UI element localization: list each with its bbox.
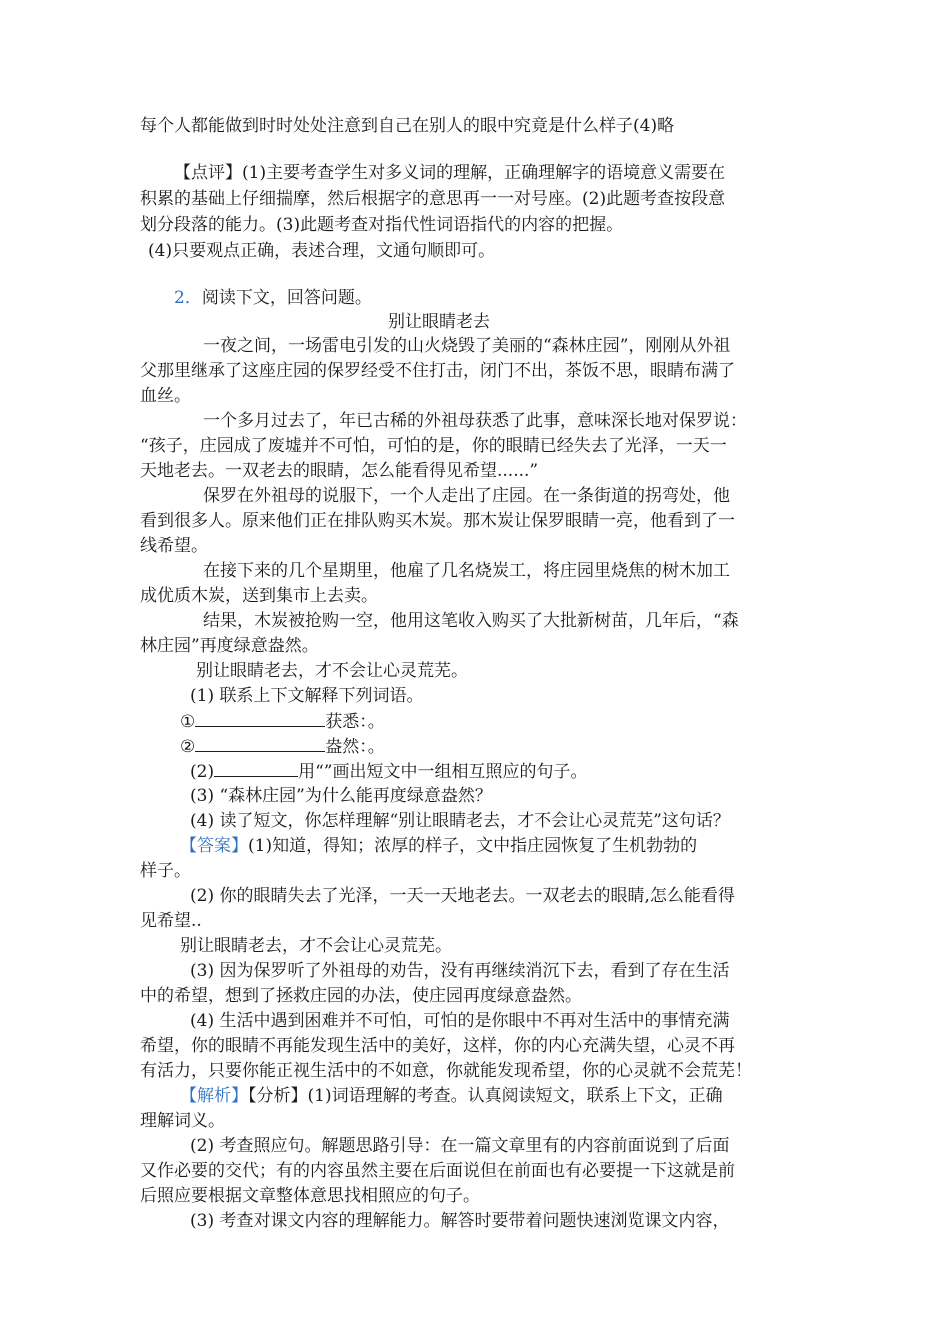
subquestion-line	[180, 733, 385, 760]
answer-blank	[214, 758, 298, 777]
answer-blank	[195, 708, 325, 727]
answer-line: 样子。	[140, 861, 191, 881]
passage-line: 林庄园”再度绿意盎然。	[140, 636, 319, 656]
subquestion-line: (4) 读了短文，你怎样理解“别让眼睛老去，才不会让心灵荒芜”这句话？	[190, 811, 730, 831]
passage-line: 保罗在外祖母的说服下，一个人走出了庄园。在一条街道的拐弯处，他	[203, 486, 730, 506]
answer-line: 见希望..	[140, 911, 202, 931]
comment-line: (4)只要观点正确，表述合理，文通句顺即可。	[148, 241, 496, 261]
analysis-line: (2) 考查照应句。解题思路引导：在一篇文章里有的内容前面说到了后面	[190, 1136, 730, 1156]
passage-line: 结果，木炭被抢购一空，他用这笔收入购买了大批新树苗，几年后，“森	[203, 611, 739, 631]
passage-line: 别让眼睛老去，才不会让心灵荒芜。	[196, 661, 468, 681]
question-number: 2．	[174, 288, 202, 308]
passage-title: 别让眼睛老去	[388, 312, 490, 332]
question-heading	[174, 285, 372, 311]
analysis-line	[180, 1083, 723, 1109]
answer-line: (4) 生活中遇到困难并不可怕，可怕的是你眼中不再对生活中的事情充满	[190, 1011, 730, 1031]
analysis-text: 【分析】(1)词语理解的考查。认真阅读短文，联系上下文，正确	[248, 1086, 723, 1106]
answer-line: (2) 你的眼睛失去了光泽，一天一天地老去。一双老去的眼睛,怎么能看得	[190, 886, 735, 906]
subquestion-line	[190, 758, 587, 785]
subquestion-line: (3) “森林庄园”为什么能再度绿意盎然？	[190, 786, 492, 806]
subquestion-line	[180, 708, 385, 735]
passage-line: 一夜之间，一场雷电引发的山火烧毁了美丽的“森林庄园”，刚刚从外祖	[203, 336, 731, 356]
text-line: 每个人都能做到时时处处注意到自己在别人的眼中究竟是什么样子(4)略	[140, 116, 675, 136]
comment-line: 划分段落的能力。(3)此题考查对指代性词语指代的内容的把握。	[140, 215, 624, 235]
term-prompt: 盎然：。	[325, 737, 385, 757]
question-instruction: 阅读下文，回答问题。	[201, 288, 372, 308]
passage-line: 血丝。	[140, 386, 191, 406]
passage-line: 成优质木炭，送到集市上去卖。	[140, 586, 378, 606]
answer-line: 中的希望，想到了拯救庄园的办法，使庄园再度绿意盎然。	[140, 986, 582, 1006]
subquestion-text: 用“”画出短文中一组相互照应的句子。	[298, 762, 588, 782]
passage-line: 父那里继承了这座庄园的保罗经受不住打击，闭门不出，茶饭不思，眼睛布满了	[140, 361, 735, 381]
answer-line: 希望，你的眼睛不再能发现生活中的美好，这样，你的内心充满失望，心灵不再	[140, 1036, 735, 1056]
comment-line: 积累的基础上仔细揣摩，然后根据字的意思再一一对号座。(2)此题考查按段意	[140, 189, 726, 209]
passage-line: “孩子，庄园成了废墟并不可怕，可怕的是，你的眼睛已经失去了光泽，一天一	[140, 436, 727, 456]
passage-line: 一个多月过去了，年已古稀的外祖母获悉了此事，意味深长地对保罗说：	[203, 411, 747, 431]
subquestion-line: (1) 联系上下文解释下列词语。	[190, 686, 424, 706]
circled-number: ②	[180, 737, 196, 757]
passage-line: 天地老去。一双老去的眼睛，怎么能看得见希望......”	[140, 461, 539, 481]
answer-line: 别让眼睛老去，才不会让心灵荒芜。	[180, 936, 452, 956]
subquestion-number: (2)	[190, 762, 215, 782]
analysis-line: 后照应要根据文章整体意思找相照应的句子。	[140, 1186, 480, 1206]
passage-line: 看到很多人。原来他们正在排队购买木炭。那木炭让保罗眼睛一亮，他看到了一	[140, 511, 735, 531]
answer-tag: 【答案】	[180, 836, 248, 856]
answer-text: (1)知道，得知；浓厚的样子，文中指庄园恢复了生机勃勃的	[248, 836, 698, 856]
answer-blank	[195, 733, 325, 752]
comment-line: 【点评】(1)主要考查学生对多义词的理解，正确理解字的语境意义需要在	[174, 163, 726, 183]
term-prompt: 获悉：。	[325, 712, 385, 732]
analysis-tag: 【解析】	[180, 1086, 248, 1106]
circled-number: ①	[180, 712, 196, 732]
answer-line: 有活力，只要你能正视生活中的不如意，你就能发现希望，你的心灵就不会荒芜！	[140, 1061, 752, 1081]
answer-line	[180, 833, 697, 859]
passage-line: 线希望。	[140, 536, 208, 556]
analysis-line: (3) 考查对课文内容的理解能力。解答时要带着问题快速浏览课文内容，	[190, 1211, 730, 1231]
analysis-line: 理解词义。	[140, 1111, 225, 1131]
analysis-line: 又作必要的交代；有的内容虽然主要在后面说但在前面也有必要提一下这就是前	[140, 1161, 735, 1181]
answer-line: (3) 因为保罗听了外祖母的劝告，没有再继续消沉下去，看到了存在生活	[190, 961, 730, 981]
passage-line: 在接下来的几个星期里，他雇了几名烧炭工，将庄园里烧焦的树木加工	[203, 561, 730, 581]
